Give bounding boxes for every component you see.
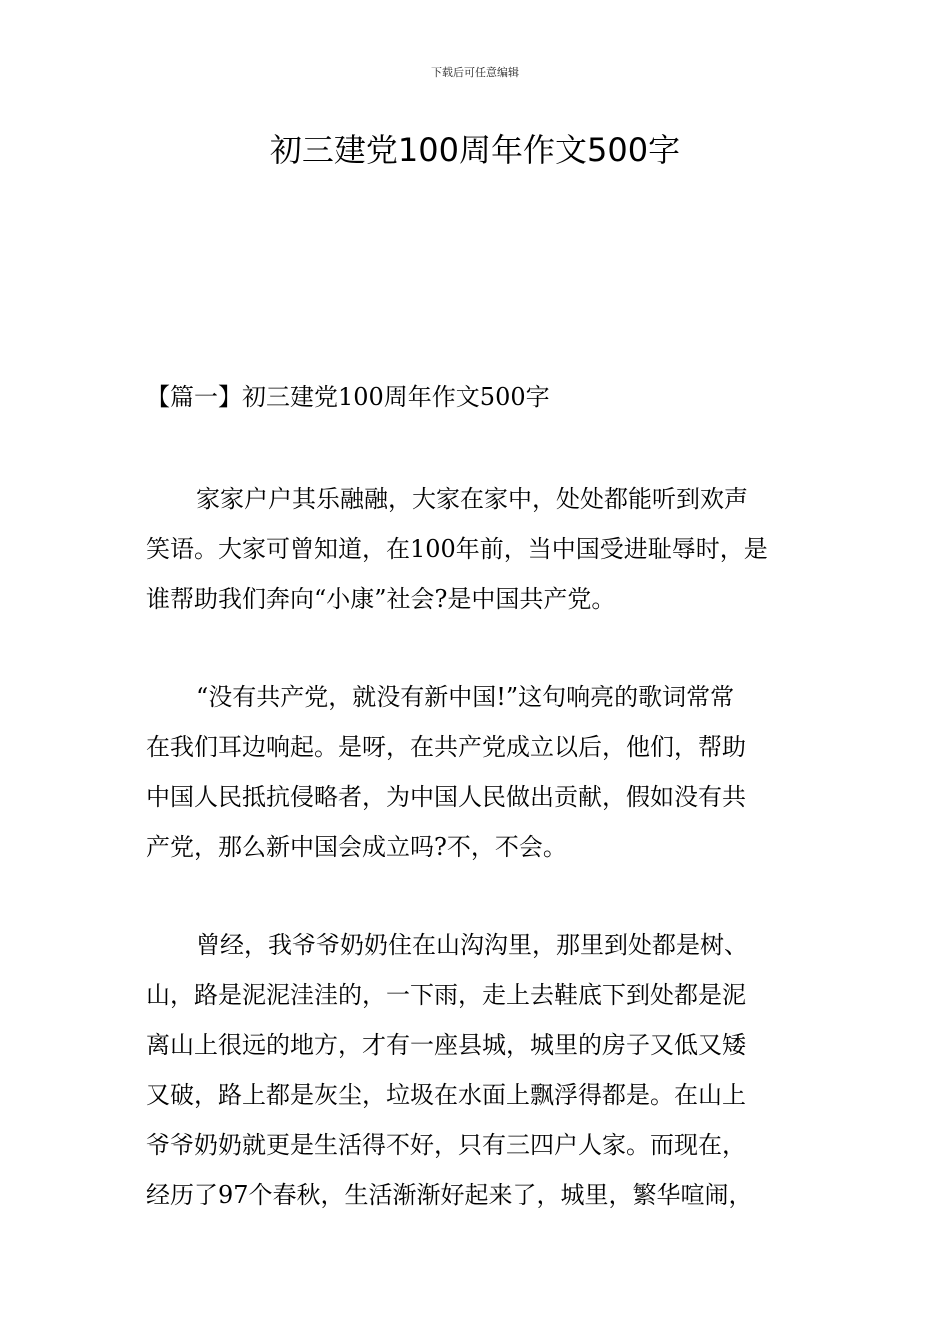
paragraph-line: 中国人民抵抗侵略者，为中国人民做出贡献，假如没有共 [146, 783, 746, 811]
paragraph-1 [146, 474, 806, 624]
paragraph-line: 离山上很远的地方，才有一座县城，城里的房子又低又矮 [146, 1031, 746, 1059]
paragraph-line: 在我们耳边响起。是呀，在共产党成立以后，他们，帮助 [146, 733, 746, 761]
paragraph-line: 笑语。大家可曾知道，在100年前，当中国受进耻辱时，是 [146, 535, 768, 563]
paragraph-line: 曾经，我爷爷奶奶住在山沟沟里，那里到处都是树、 [196, 931, 748, 959]
paragraph-line: 爷爷奶奶就更是生活得不好，只有三四户人家。而现在， [146, 1131, 746, 1159]
paragraph-line: 山，路是泥泥洼洼的，一下雨，走上去鞋底下到处都是泥 [146, 981, 746, 1009]
document-title: 初三建党100周年作文500字 [269, 131, 681, 169]
header-note: 下载后可任意编辑 [431, 66, 519, 79]
paragraph-line: 家家户户其乐融融，大家在家中，处处都能听到欢声 [196, 485, 748, 513]
paragraph-line: 又破，路上都是灰尘，垃圾在水面上飘浮得都是。在山上 [146, 1081, 746, 1109]
section-heading: 【篇一】初三建党100周年作文500字 [146, 383, 550, 411]
paragraph-3 [146, 920, 806, 1220]
paragraph-line: 产党，那么新中国会成立吗?不，不会。 [146, 833, 567, 861]
paragraph-2 [146, 672, 806, 872]
paragraph-line: “没有共产党，就没有新中国!”这句响亮的歌词常常 [196, 683, 735, 711]
paragraph-line: 经历了97个春秋，生活渐渐好起来了，城里，繁华喧闹， [146, 1181, 753, 1209]
paragraph-line: 谁帮助我们奔向“小康”社会?是中国共产党。 [146, 585, 616, 613]
